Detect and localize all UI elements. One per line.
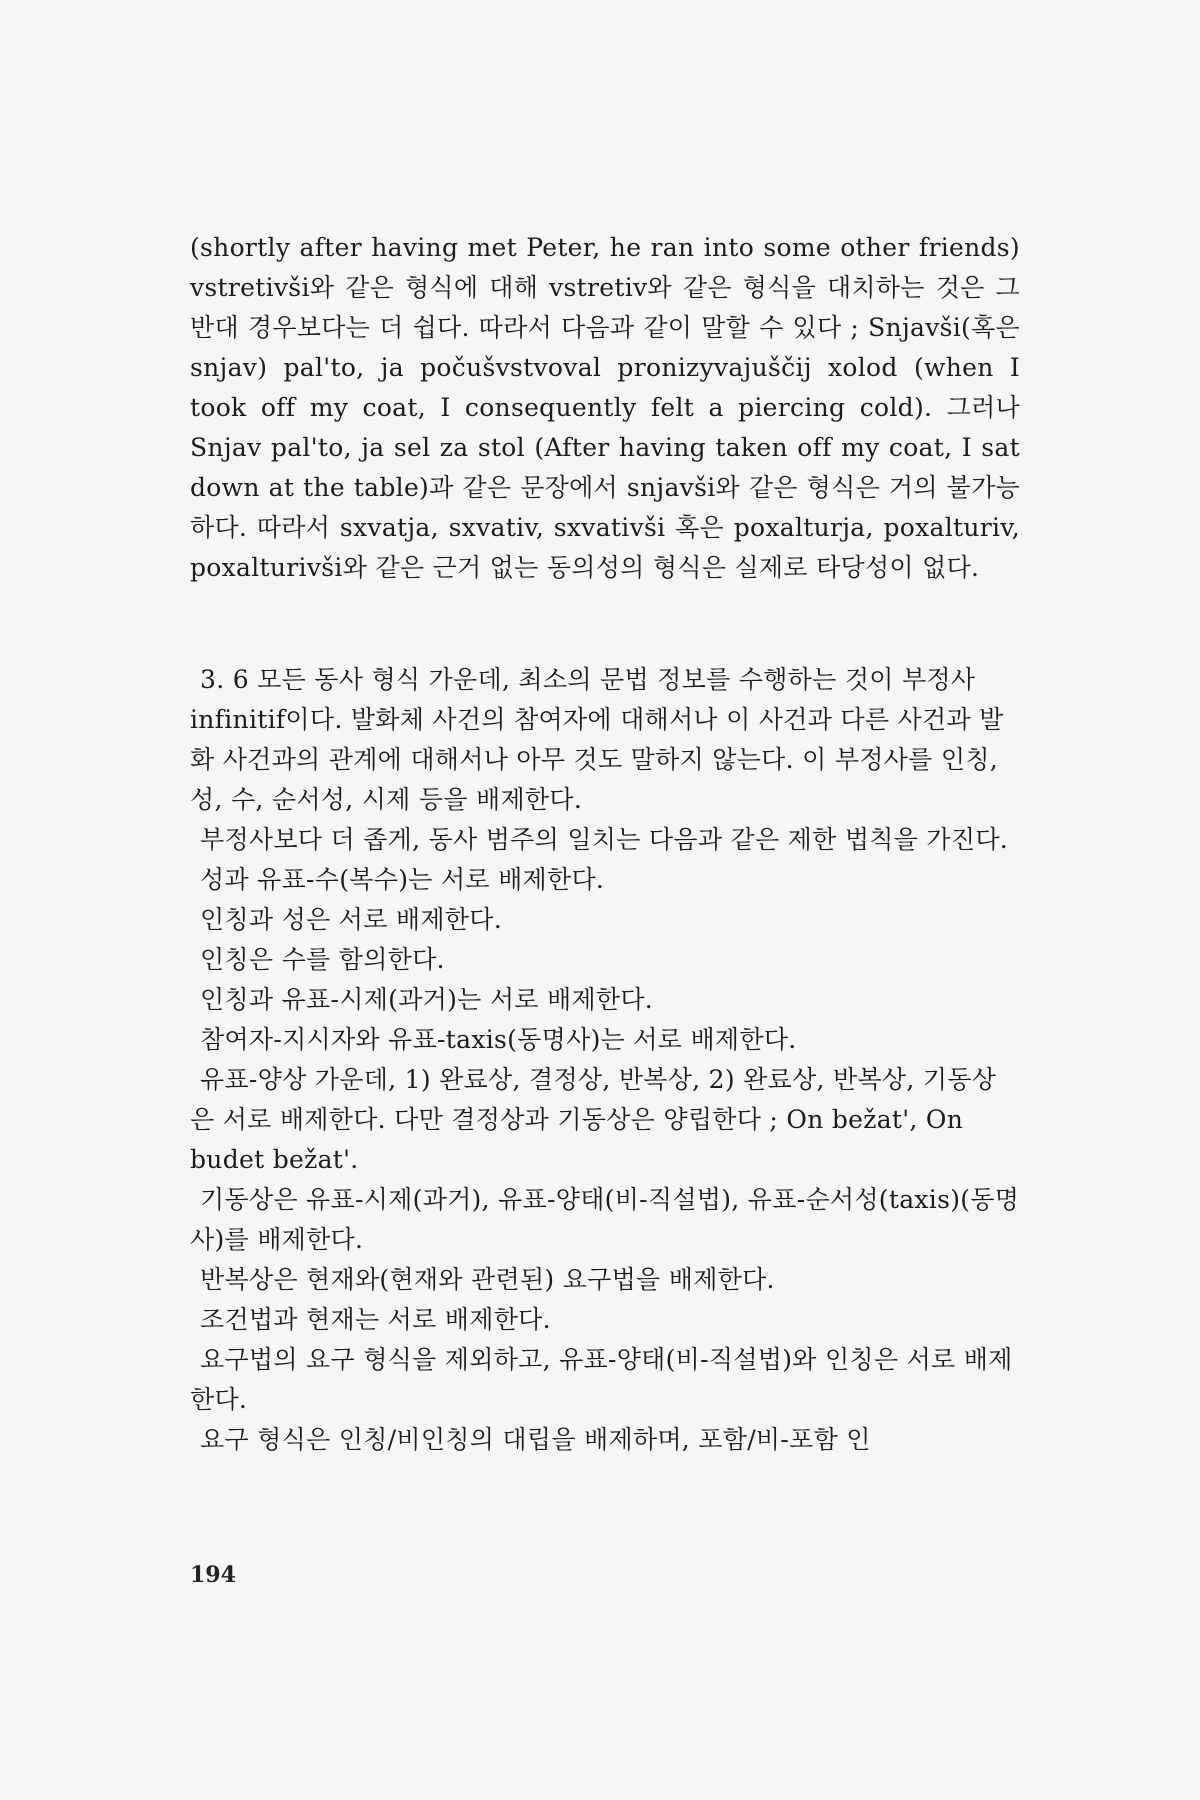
body-text-section-2 <box>190 660 1020 1460</box>
rule-item: 반복상은 현재와(현재와 관련된) 요구법을 배제한다. <box>200 1265 775 1294</box>
paragraph-restrictions-intro: 부정사보다 더 좁게, 동사 범주의 일치는 다음과 같은 제한 법칙을 가진다. <box>200 825 1009 854</box>
page-number: 194 <box>190 1562 236 1588</box>
rule-item: 기동상은 유표-시제(과거), 유표-양태(비-직설법), 유표-순서성(taxis)(동명사)를 배제한다. <box>190 1185 1020 1254</box>
paragraph-section-3-6: 3. 6 모든 동사 형식 가운데, 최소의 문법 정보를 수행하는 것이 부정사 infinitif이다. 발화체 사건의 참여자에 대해서나 이 사건과 다른 사건과 발화 사건과의 관계에 대해서나 아무 것도 말하지 않는다. 이 부정사를 인칭, 성, 수, 순서성, 시제 등을 배제한다. <box>190 665 1004 814</box>
rule-item: 인칭과 유표-시제(과거)는 서로 배제한다. <box>200 985 654 1014</box>
rule-item: 유표-양상 가운데, 1) 완료상, 결정상, 반복상, 2) 완료상, 반복상, 기동상은 서로 배제한다. 다만 결정상과 기동상은 양립한다 ; On bežat', On budet bežat'. <box>190 1065 997 1174</box>
paragraph-1: (shortly after having met Peter, he ran into some other friends) vstretivši와 같은 형식에 대해 vstretiv와 같은 형식을 대치하는 것은 그 반대 경우보다는 더 쉽다. 따라서 다음과 같이 말할 수 있다 ; Snjavši(혹은 snjav) pal'to, ja počušvstvoval pronizyvajuščij xolod (when I took off my coat, I consequently felt a piercing cold). 그러나 Snjav pal'to, ja sel za stol (After having taken off my coat, I sat down at the table)과 같은 문장에서 snjavši와 같은 형식은 거의 불가능하다. 따라서 sxvatja, sxvativ, sxvativši 혹은 poxalturja, poxalturiv, poxalturivši와 같은 근거 없는 동의성의 형식은 실제로 타당성이 없다. <box>190 233 1021 582</box>
rule-item: 조건법과 현재는 서로 배제한다. <box>200 1305 551 1334</box>
rule-item: 요구법의 요구 형식을 제외하고, 유표-양태(비-직설법)와 인칭은 서로 배제한다. <box>190 1345 1013 1414</box>
rule-item: 참여자-지시자와 유표-taxis(동명사)는 서로 배제한다. <box>200 1025 797 1054</box>
rule-item: 요구 형식은 인칭/비인칭의 대립을 배제하며, 포함/비-포함 인 <box>200 1425 871 1454</box>
rule-item: 인칭과 성은 서로 배제한다. <box>200 905 502 934</box>
rule-item: 성과 유표-수(복수)는 서로 배제한다. <box>200 865 605 894</box>
body-text-section-1 <box>190 228 1020 588</box>
rule-item: 인칭은 수를 함의한다. <box>200 945 445 974</box>
